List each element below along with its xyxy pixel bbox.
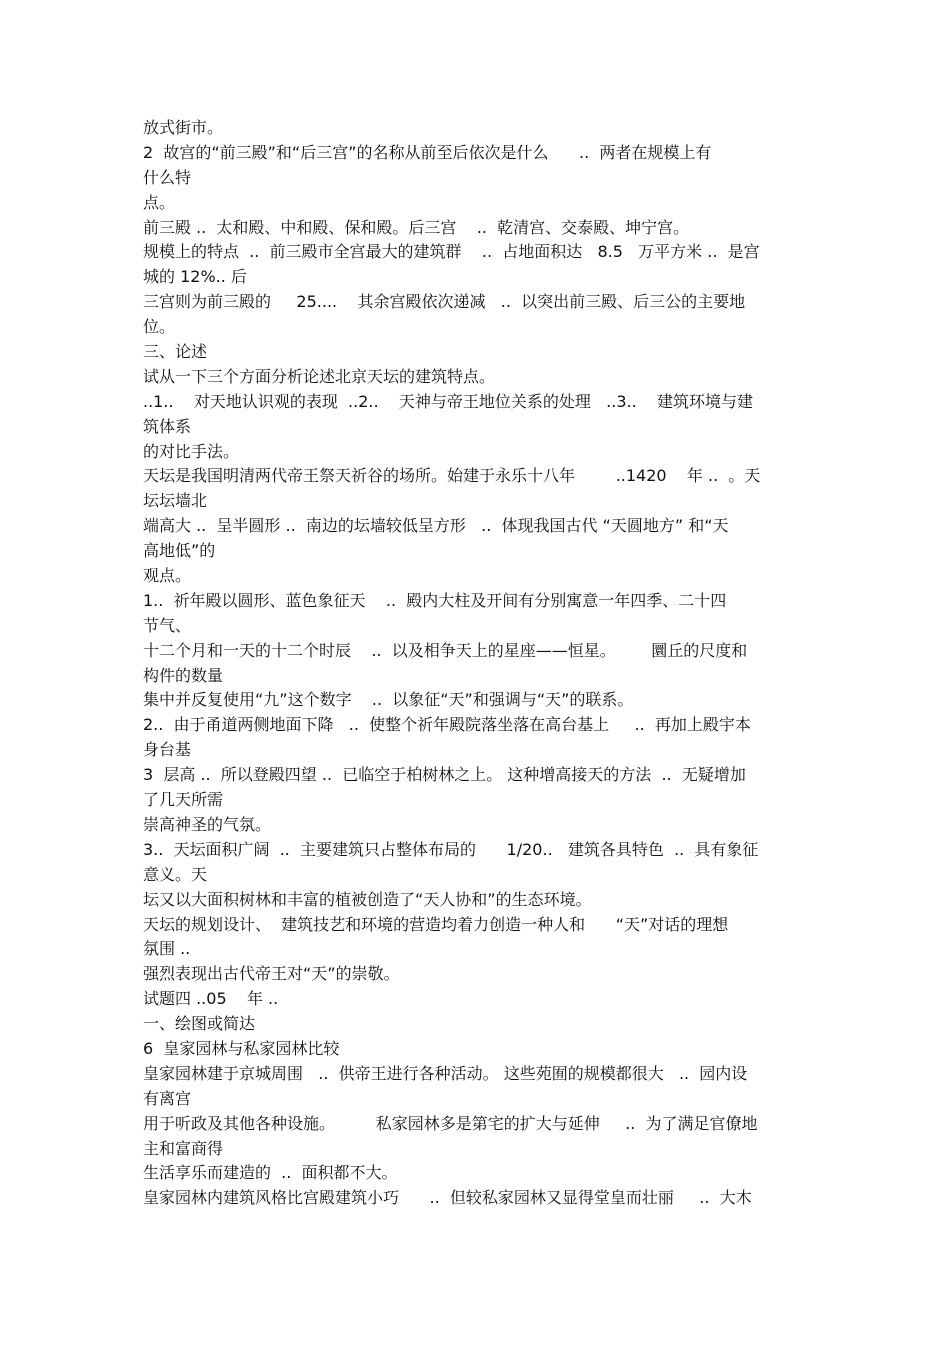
text-line: 强烈表现出古代帝王对“天”的崇敬。 — [143, 964, 400, 984]
section-heading: 三、论述 — [143, 342, 208, 362]
text-line: 氛围 .. — [143, 939, 191, 959]
text-line: 皇家园林内建筑风格比宫殿建筑小巧 .. 但较私家园林又显得堂皇而壮丽 .. 大木 — [143, 1188, 752, 1208]
text-line: 天坛的规划设计、 建筑技艺和环境的营造均着力创造一种人和 “天”对话的理想 — [143, 914, 729, 934]
text-line: 三宫则为前三殿的 25.... 其余宫殿依次递减 .. 以突出前三殿、后三公的主要地 — [143, 292, 746, 312]
text-line: 有离宫 — [143, 1088, 192, 1108]
text-line: 2 故宫的“前三殿”和“后三宫”的名称从前至后依次是什么 .. 两者在规模上有 — [143, 142, 712, 162]
text-line: 用于听政及其他各种设施。 私家园林多是第宅的扩大与延伸 .. 为了满足官僚地 — [143, 1113, 758, 1133]
text-line: 皇家园林建于京城周围 .. 供帝王进行各种活动。 这些苑囿的规模都很大 .. 园内设 — [143, 1063, 748, 1083]
text-line: 点。 — [143, 192, 176, 212]
section-heading: 一、绘图或简达 — [143, 1014, 256, 1034]
text-line: 规模上的特点 .. 前三殿市全宫最大的建筑群 .. 占地面积达 8.5 万平方米 .. 是宫 — [143, 242, 760, 262]
text-line: ..1.. 对天地认识观的表现 ..2.. 天神与帝王地位关系的处理 ..3.. 建筑环境与建 — [143, 391, 754, 411]
text-line: 崇高神圣的气氛。 — [143, 814, 272, 834]
text-line: 意义。天 — [143, 864, 208, 884]
document-body — [143, 116, 813, 1211]
text-line: 1.. 祈年殿以圆形、蓝色象征天 .. 殿内大柱及开间有分别寓意一年四季、二十四 — [143, 590, 727, 610]
text-line: 试从一下三个方面分析论述北京天坛的建筑特点。 — [143, 366, 496, 386]
text-line: 观点。 — [143, 566, 192, 586]
text-line: 节气、 — [143, 615, 192, 635]
text-line: 天坛是我国明清两代帝王祭天祈谷的场所。始建于永乐十八年 ..1420 年 .. 。天 — [143, 466, 761, 486]
text-line: 位。 — [143, 317, 176, 337]
question-title: 6 皇家园林与私家园林比较 — [143, 1038, 340, 1058]
text-line: 3.. 天坛面积广阔 .. 主要建筑只占整体布局的 1/20.. 建筑各具特色 .. 具有象征 — [143, 839, 759, 859]
text-line: 3 层高 .. 所以登殿四望 .. 已临空于柏树林之上。 这种增高接天的方法 .. 无疑增加 — [143, 765, 746, 785]
text-line: 放式街市。 — [143, 118, 224, 137]
text-line: 前三殿 .. 太和殿、中和殿、保和殿。后三宫 .. 乾清宫、交泰殿、坤宁宫。 — [143, 217, 690, 237]
text-line: 高地低”的 — [143, 541, 216, 561]
text-line: 坛坛墙北 — [143, 491, 208, 511]
text-line: 十二个月和一天的十二个时辰 .. 以及相争天上的星座——恒星。 圜丘的尺度和 — [143, 640, 748, 660]
section-heading: 试题四 ..05 年 .. — [143, 989, 279, 1009]
text-line: 坛又以大面积树林和丰富的植被创造了“天人协和”的生态环境。 — [143, 889, 592, 909]
text-line: 筑体系 — [143, 416, 192, 436]
text-line: 集中并反复使用“九”这个数字 .. 以象征“天”和强调与“天”的联系。 — [143, 690, 634, 710]
text-line: 城的 12%.. 后 — [143, 267, 247, 287]
text-line: 主和富商得 — [143, 1138, 224, 1158]
text-line: 了几天所需 — [143, 790, 224, 810]
text-line: 身台基 — [143, 740, 192, 760]
text-line: 构件的数量 — [143, 665, 224, 685]
text-line: 生活享乐而建造的 .. 面积都不大。 — [143, 1163, 398, 1183]
text-line: 2.. 由于甬道两侧地面下降 .. 使整个祈年殿院落坐落在高台基上 .. 再加上殿宇本 — [143, 715, 751, 735]
text-line: 什么特 — [143, 167, 192, 187]
text-line: 端高大 .. 呈半圆形 .. 南边的坛墙较低呈方形 .. 体现我国古代 “天圆地方” 和“天 — [143, 516, 729, 536]
text-line: 的对比手法。 — [143, 441, 240, 461]
